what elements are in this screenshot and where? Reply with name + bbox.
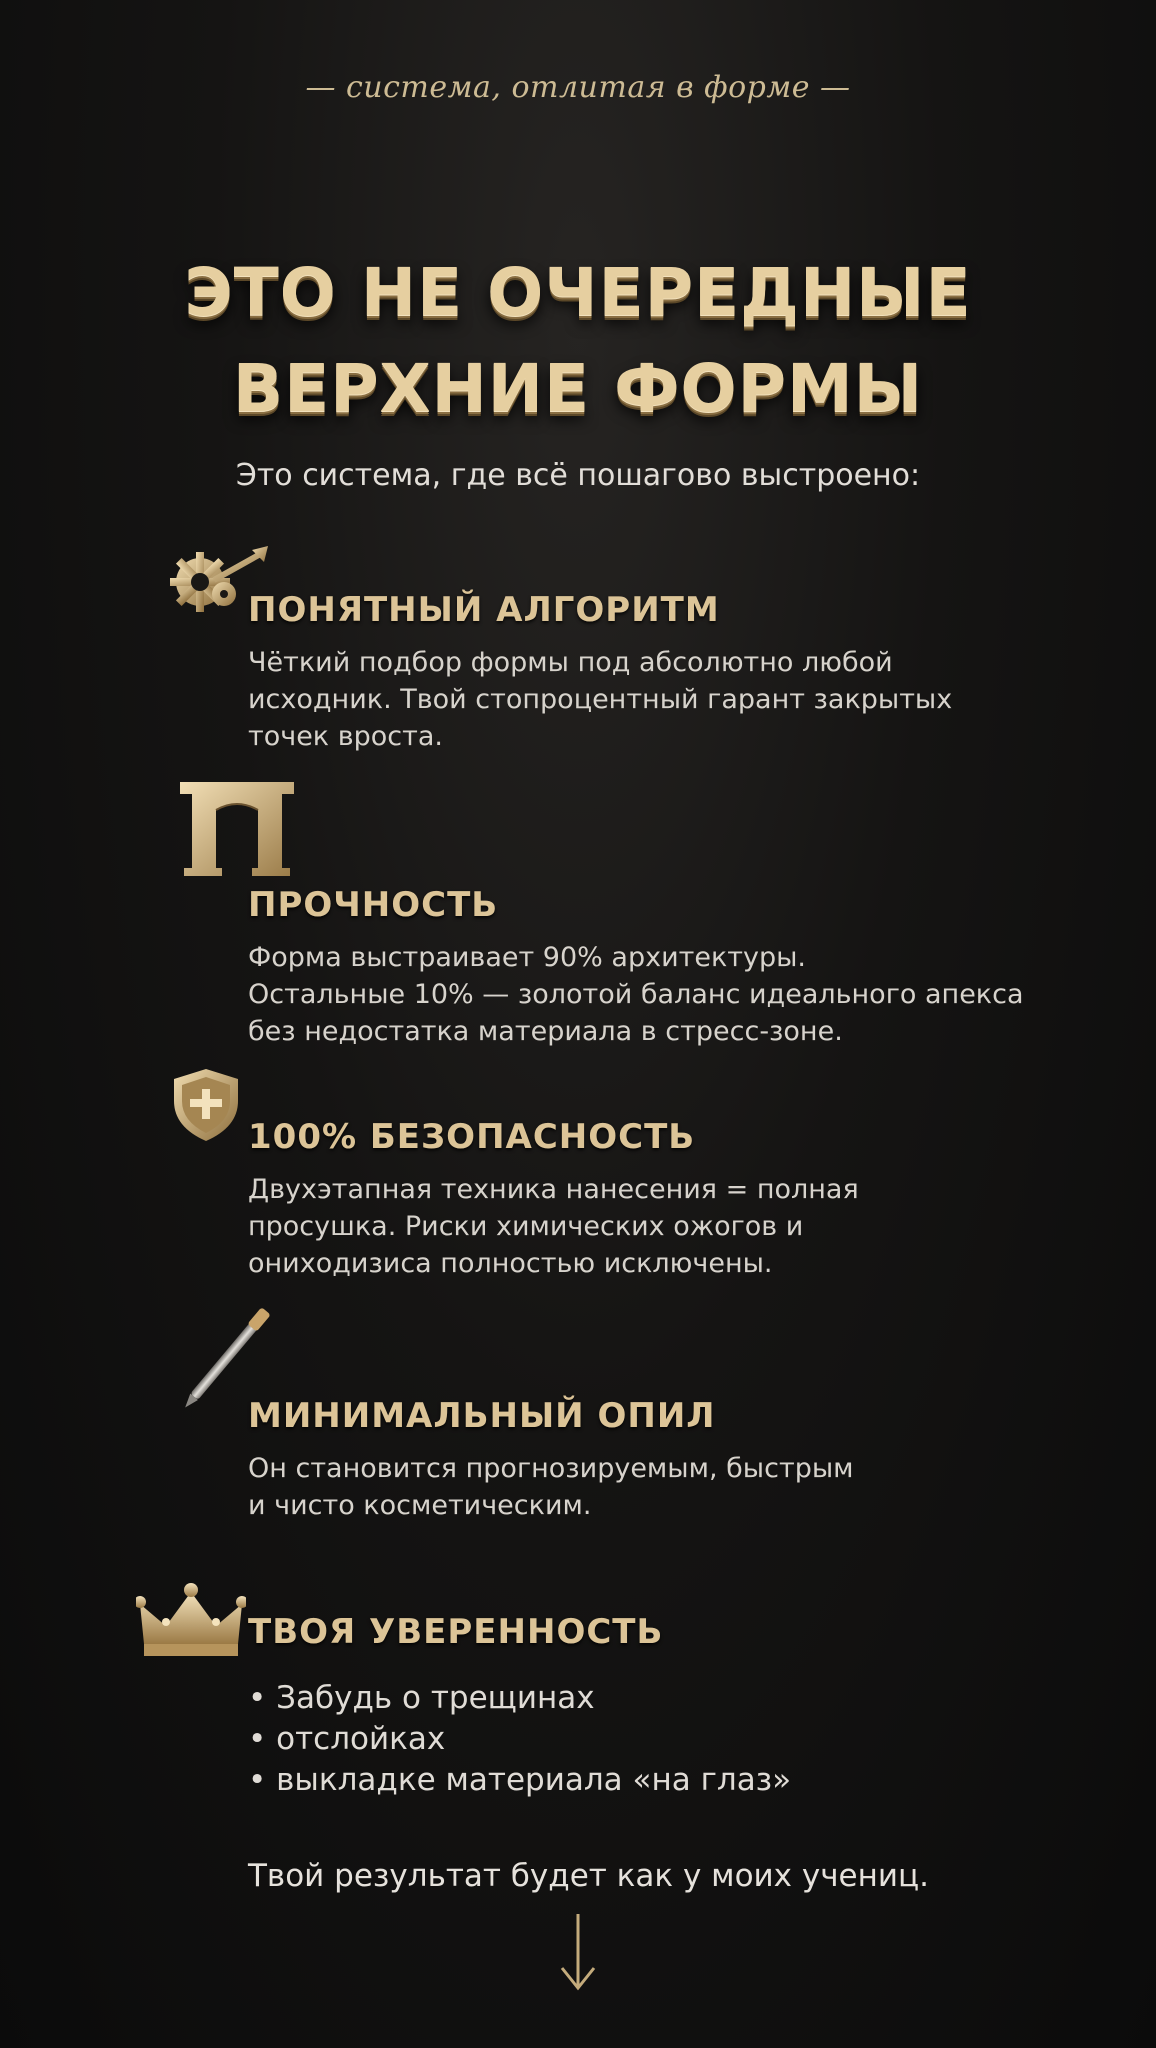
feature-desc-line: и чисто косметическим. (248, 1490, 592, 1521)
crown-icon (136, 1582, 246, 1662)
feature-safety (160, 1065, 1060, 1305)
arrow-down-icon (556, 1912, 600, 1992)
feature-desc (248, 939, 1048, 1050)
feature-title: ПРОЧНОСТЬ (248, 885, 499, 925)
feature-desc-line: ониходизиса полностью исключены. (248, 1248, 773, 1279)
tagline: — система, отлитая в форме — (305, 70, 851, 105)
feature-desc-line: Чёткий подбор формы под абсолютно любой (248, 647, 893, 678)
feature-title: 100% БЕЗОПАСНОСТЬ (248, 1117, 696, 1157)
intro-text: Это система, где всё пошагово выстроено: (235, 458, 921, 493)
feature-desc-line: исходник. Твой стопроцентный гарант закрытых (248, 684, 953, 715)
feature-desc-line: Форма выстраивает 90% архитектуры. (248, 942, 807, 973)
feature-algorithm (160, 540, 1060, 760)
feature-desc-line: точек вроста. (248, 721, 443, 752)
feature-title: ТВОЯ УВЕРЕННОСТЬ (248, 1612, 664, 1652)
feature-desc-line: без недостатка материала в стресс-зоне. (248, 1016, 843, 1047)
feature-desc-line: Остальные 10% — золотой баланс идеального апекса (248, 979, 1024, 1010)
feature-desc (248, 1171, 1048, 1282)
feature-title: ПОНЯТНЫЙ АЛГОРИТМ (248, 590, 720, 630)
result-text: Твой результат будет как у моих учениц. (248, 1858, 929, 1894)
headline-line-1: ЭТО НЕ ОЧЕРЕДНЫЕ (184, 254, 972, 331)
bullet-item: • Забудь о трещинах (248, 1680, 595, 1716)
shield-icon (166, 1065, 246, 1145)
feature-desc-line: Двухэтапная техника нанесения = полная (248, 1174, 859, 1205)
arch-icon (178, 780, 298, 876)
headline-line-2: ВЕРХНИЕ ФОРМЫ (232, 350, 924, 427)
headline (0, 245, 1156, 437)
feature-filing (160, 1302, 1060, 1522)
bullet-item: • выкладке материала «на глаз» (248, 1762, 792, 1798)
feature-title: МИНИМАЛЬНЫЙ ОПИЛ (248, 1396, 716, 1436)
confidence-bullets (248, 1678, 791, 1801)
feature-desc-line: просушка. Риски химических ожогов и (248, 1211, 804, 1242)
feature-desc (248, 644, 1048, 755)
feature-strength (160, 775, 1060, 1055)
bullet-item: • отслойках (248, 1721, 446, 1757)
feature-desc (248, 1450, 1048, 1524)
feature-confidence (160, 1584, 1060, 1664)
feature-desc-line: Он становится прогнозируемым, быстрым (248, 1453, 854, 1484)
